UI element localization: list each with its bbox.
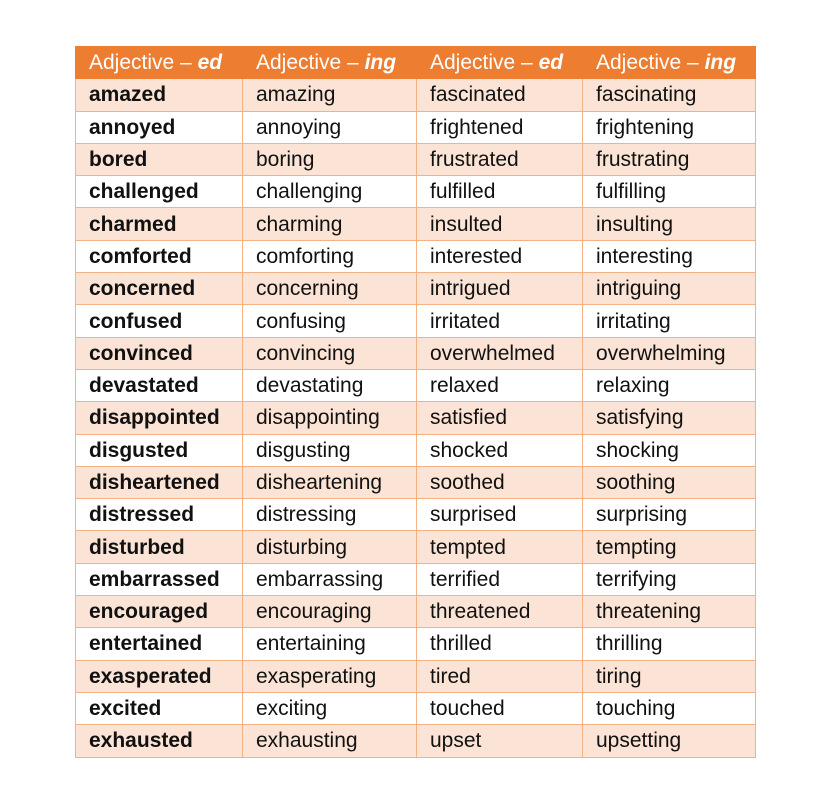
adjective-table — [75, 46, 756, 758]
header-cell-ed-2 — [417, 47, 583, 79]
header-cell-ed-1 — [76, 47, 243, 79]
table-row — [76, 692, 756, 724]
table-cell: charmed — [76, 208, 243, 240]
table-cell: thrilled — [417, 628, 583, 660]
table-cell: disturbing — [243, 531, 417, 563]
table-row — [76, 563, 756, 595]
table-cell: overwhelming — [583, 337, 756, 369]
table-cell: terrifying — [583, 563, 756, 595]
table-cell: surprising — [583, 499, 756, 531]
table-row — [76, 305, 756, 337]
table-cell: interesting — [583, 240, 756, 272]
table-cell: disgusted — [76, 434, 243, 466]
table-cell: terrified — [417, 563, 583, 595]
table-row — [76, 369, 756, 401]
table-cell: amazed — [76, 79, 243, 111]
table-cell: exhausting — [243, 725, 417, 757]
table-cell: fascinating — [583, 79, 756, 111]
table-row — [76, 111, 756, 143]
table-cell: relaxed — [417, 369, 583, 401]
table-cell: relaxing — [583, 369, 756, 401]
table-cell: disheartened — [76, 466, 243, 498]
table-cell: devastating — [243, 369, 417, 401]
table-cell: tempting — [583, 531, 756, 563]
table-cell: comforting — [243, 240, 417, 272]
table-cell: satisfied — [417, 402, 583, 434]
table-row — [76, 176, 756, 208]
table-cell: fulfilling — [583, 176, 756, 208]
table-row — [76, 402, 756, 434]
table-cell: frustrating — [583, 143, 756, 175]
table-row — [76, 466, 756, 498]
table-cell: devastated — [76, 369, 243, 401]
table-cell: distressing — [243, 499, 417, 531]
header-cell-ing-2 — [583, 47, 756, 79]
header-base: Adjective – — [430, 51, 539, 75]
header-row — [76, 47, 756, 79]
table-cell: frightening — [583, 111, 756, 143]
table-cell: encouraging — [243, 596, 417, 628]
table-cell: exhausted — [76, 725, 243, 757]
table-cell: soothed — [417, 466, 583, 498]
table-cell: insulted — [417, 208, 583, 240]
table-row — [76, 273, 756, 305]
table-cell: overwhelmed — [417, 337, 583, 369]
table-cell: amazing — [243, 79, 417, 111]
table-cell: soothing — [583, 466, 756, 498]
header-suffix: ing — [364, 51, 397, 75]
table-cell: confused — [76, 305, 243, 337]
table-cell: encouraged — [76, 596, 243, 628]
table-cell: tiring — [583, 660, 756, 692]
table-body — [76, 79, 756, 757]
table-cell: upsetting — [583, 725, 756, 757]
table-cell: challenging — [243, 176, 417, 208]
table-cell: comforted — [76, 240, 243, 272]
table-cell: tempted — [417, 531, 583, 563]
table-cell: exasperated — [76, 660, 243, 692]
table-row — [76, 628, 756, 660]
table-cell: boring — [243, 143, 417, 175]
table-cell: threatening — [583, 596, 756, 628]
table-cell: charming — [243, 208, 417, 240]
table-cell: irritating — [583, 305, 756, 337]
table-cell: disturbed — [76, 531, 243, 563]
table-row — [76, 499, 756, 531]
table-cell: excited — [76, 692, 243, 724]
table-cell: exasperating — [243, 660, 417, 692]
header-cell-ing-1 — [243, 47, 417, 79]
table-row — [76, 337, 756, 369]
header-suffix: ing — [704, 51, 737, 75]
table-cell: embarrassed — [76, 563, 243, 595]
table-cell: entertained — [76, 628, 243, 660]
table-cell: convinced — [76, 337, 243, 369]
table-cell: annoyed — [76, 111, 243, 143]
table-cell: concerned — [76, 273, 243, 305]
table-cell: distressed — [76, 499, 243, 531]
table-cell: confusing — [243, 305, 417, 337]
table-cell: interested — [417, 240, 583, 272]
table-cell: concerning — [243, 273, 417, 305]
table-row — [76, 143, 756, 175]
table-row — [76, 596, 756, 628]
table-row — [76, 660, 756, 692]
table-cell: annoying — [243, 111, 417, 143]
table-cell: shocked — [417, 434, 583, 466]
header-base: Adjective – — [256, 51, 365, 75]
header-suffix: ed — [538, 51, 564, 75]
table-cell: exciting — [243, 692, 417, 724]
table-cell: thrilling — [583, 628, 756, 660]
table-cell: disgusting — [243, 434, 417, 466]
table-cell: embarrassing — [243, 563, 417, 595]
table-cell: frustrated — [417, 143, 583, 175]
table-cell: touching — [583, 692, 756, 724]
table-cell: insulting — [583, 208, 756, 240]
table-cell: disheartening — [243, 466, 417, 498]
table-row — [76, 208, 756, 240]
table-cell: intrigued — [417, 273, 583, 305]
header-base: Adjective – — [89, 51, 198, 75]
table-cell: threatened — [417, 596, 583, 628]
table-cell: upset — [417, 725, 583, 757]
table-cell: entertaining — [243, 628, 417, 660]
table-cell: touched — [417, 692, 583, 724]
table-cell: fascinated — [417, 79, 583, 111]
table-cell: disappointed — [76, 402, 243, 434]
table-cell: satisfying — [583, 402, 756, 434]
table-cell: surprised — [417, 499, 583, 531]
table-cell: irritated — [417, 305, 583, 337]
header-suffix: ed — [197, 51, 223, 75]
table-cell: fulfilled — [417, 176, 583, 208]
table-row — [76, 434, 756, 466]
table-row — [76, 79, 756, 111]
header-base: Adjective – — [596, 51, 705, 75]
table-cell: bored — [76, 143, 243, 175]
table-header — [76, 47, 756, 79]
table-row — [76, 531, 756, 563]
table-row — [76, 725, 756, 757]
table-cell: challenged — [76, 176, 243, 208]
table-cell: disappointing — [243, 402, 417, 434]
table-cell: tired — [417, 660, 583, 692]
table-cell: frightened — [417, 111, 583, 143]
table-row — [76, 240, 756, 272]
table-cell: intriguing — [583, 273, 756, 305]
table-cell: convincing — [243, 337, 417, 369]
table-cell: shocking — [583, 434, 756, 466]
